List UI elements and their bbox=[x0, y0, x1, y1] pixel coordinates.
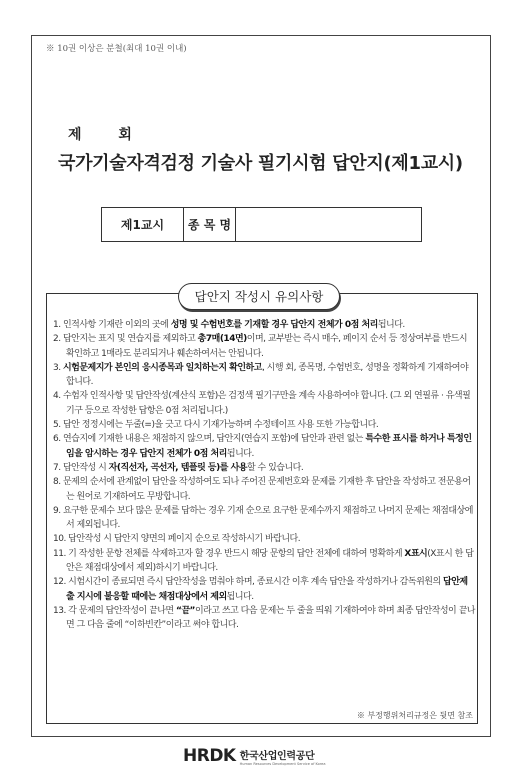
instruction-item bbox=[53, 504, 475, 533]
instruction-emphasis: 자(직선자, 곡선자, 템플릿 등)를 사용 bbox=[108, 462, 247, 473]
instruction-item bbox=[53, 575, 475, 604]
instruction-text: 됩니다. bbox=[226, 448, 254, 459]
instruction-text: 할 수 있습니다. bbox=[246, 462, 304, 473]
instruction-text: 5. 답안 정정시에는 두줄(=)을 긋고 다시 기재가능하며 수정테이프 사용 또한 가능합니다. bbox=[53, 420, 379, 431]
instructions-title-wrap bbox=[0, 283, 518, 310]
instruction-item bbox=[53, 461, 475, 475]
instruction-item bbox=[53, 389, 475, 418]
instruction-emphasis: 총7매(14면) bbox=[197, 334, 247, 345]
instructions-title: 답안지 작성시 유의사항 bbox=[178, 283, 341, 310]
instruction-text: 이라고 쓰고 다음 문제는 두 줄을 띄워 기재하여야 하며 최종 답안작성이 끝나면 그 다음 줄에 “이하빈칸”이라고 써야 합니다. bbox=[66, 605, 475, 631]
instruction-item bbox=[53, 604, 475, 633]
instruction-text: 4. 수험자 인적사항 및 답안작성(계산식 포함)은 검정색 필기구만을 계속 사용하여야 합니다. (그 외 연필류 · 유색필기구 등으로 작성한 답항은 0점 처리됩니다.) bbox=[53, 391, 471, 416]
instruction-emphasis: 특수한 표시를 하거나 특정인임을 암시하는 경우 답안지 전체가 0점 처리 bbox=[66, 434, 472, 459]
subject-label-cell: 종 목 명 bbox=[184, 208, 236, 242]
instruction-text: 7. 답안작성 시 bbox=[53, 462, 109, 473]
instruction-item bbox=[53, 475, 475, 504]
instruction-text: 3. bbox=[53, 362, 63, 373]
instruction-text: 9. 요구한 문제수 보다 많은 문제를 답하는 경우 기재 순으로 요구한 문제수까지 채점하고 나머지 문제는 채점대상에서 제외됩니다. bbox=[53, 505, 473, 531]
instruction-text: 이며, 교부받는 즉시 매수, 페이지 순서 등 정상여부를 반드시 확인하고 1매라도 분리되거나 훼손하여서는 안됩니다. bbox=[66, 334, 468, 359]
instruction-item bbox=[53, 547, 475, 576]
instruction-text: 11. 기 작성한 문항 전체를 삭제하고자 할 경우 반드시 해당 문항의 답안 전체에 대하여 명확하게 bbox=[53, 548, 405, 559]
subject-value-field[interactable] bbox=[236, 208, 422, 242]
instruction-emphasis: “끝” bbox=[175, 605, 195, 616]
instruction-text: 6. 연습지에 기재한 내용은 채점하지 않으며, 답안지(연습지 포함)에 답안과 관련 없는 bbox=[53, 434, 366, 445]
instruction-text: 됩니다. bbox=[377, 320, 405, 330]
instruction-item bbox=[53, 432, 475, 461]
logo-name-en: Human Resources Development Service of Korea bbox=[239, 761, 326, 766]
hrdk-logo bbox=[183, 746, 325, 766]
instructions-list bbox=[53, 318, 475, 633]
instruction-text: (X표시 한 답안은 채점대상에서 제외)하시기 바랍니다. bbox=[66, 548, 474, 574]
bottom-note: ※ 부정행위처리규정은 뒷면 참조 bbox=[356, 711, 473, 720]
top-note: ※ 10권 이상은 분철(최대 10권 이내) bbox=[46, 44, 187, 54]
instruction-text: 13. 각 문제의 답안작성이 끝나면 bbox=[53, 605, 176, 616]
instruction-emphasis: 성명 및 수험번호를 기재할 경우 답안지 전체가 0점 처리 bbox=[170, 320, 378, 330]
instruction-item bbox=[53, 532, 475, 546]
instruction-emphasis: 시험문제지가 본인의 응시종목과 일치하는지 확인하고 bbox=[62, 362, 262, 373]
instruction-item bbox=[53, 318, 475, 332]
subject-table bbox=[101, 207, 422, 242]
instruction-text: 8. 문제의 순서에 관계없이 답안을 작성하여도 되나 주어진 문제번호와 문제를 기재한 후 답안을 작성하고 전문용어는 원어로 기재하여도 무방합니다. bbox=[53, 477, 471, 502]
instruction-text: 1. 인적사항 기재란 이외의 곳에 bbox=[53, 320, 171, 330]
logo-text bbox=[240, 747, 326, 766]
logo-name-ko: 한국산업인력공단 bbox=[239, 750, 315, 762]
session-cell: 제1교시 bbox=[102, 208, 184, 242]
instruction-emphasis: X표시 bbox=[404, 548, 428, 559]
logo-mark: HRDK bbox=[183, 746, 236, 766]
instruction-text: 12. 시험시간이 종료되면 즉시 답안작성을 멈춰야 하며, 종료시간 이후 계속 답안을 작성하거나 감독위원의 bbox=[53, 577, 444, 588]
instruction-item bbox=[53, 332, 475, 361]
page-title: 국가기술자격검정 기술사 필기시험 답안지(제1교시) bbox=[58, 153, 463, 174]
exam-round-label: 제 회 bbox=[68, 127, 134, 143]
instruction-text: 됩니다. bbox=[226, 591, 254, 602]
instruction-item bbox=[53, 361, 475, 390]
instruction-text: , 시행 회, 종목명, 수험번호, 성명을 정확하게 기재하여야 합니다. bbox=[66, 362, 469, 388]
instruction-emphasis: 답안제출 지시에 불응할 때에는 채점대상에서 제외 bbox=[66, 577, 468, 602]
instruction-text: 2. 답안지는 표지 및 연습지를 제외하고 bbox=[53, 334, 198, 345]
instruction-item bbox=[53, 418, 475, 432]
instruction-text: 10. 답안작성 시 답안지 양면의 페이지 순으로 작성하시기 바랍니다. bbox=[53, 534, 301, 545]
